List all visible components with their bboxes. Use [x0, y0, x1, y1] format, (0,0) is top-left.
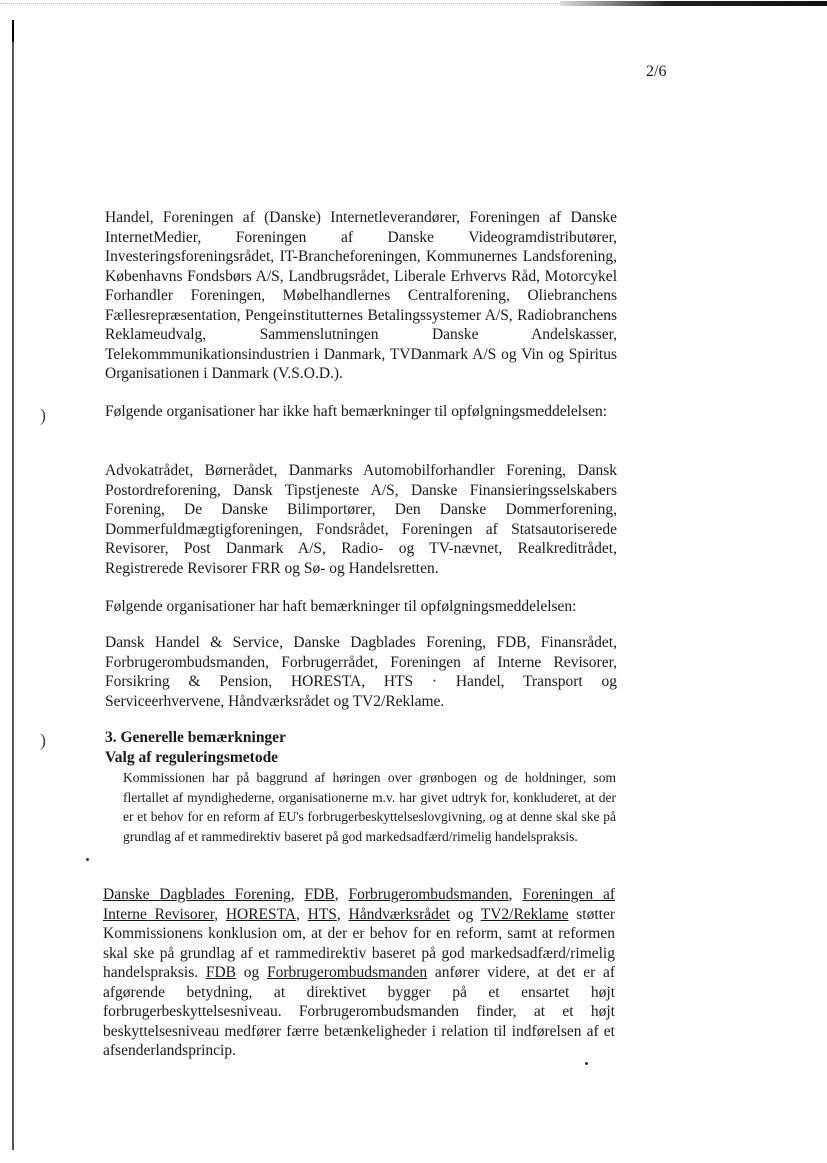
hole-punch-mark: ): [40, 405, 46, 425]
org-name: HTS: [307, 905, 337, 923]
scan-top-edge: [0, 0, 827, 8]
intro-paragraph: Handel, Foreningen af (Danske) Internetleverandører, Foreningen af Danske InternetMedier, Foreningen af Danske Videogramdistributører, Investeringsforeningsrådet, IT-Brancheforeningen, Kommunernes Landsforening, Københavns Fondsbørs A/S, Landbrugsrådet, Liberale Erhvervs Råd, Motorcykel Forhandler Foreningen, Møbelhandlernes Centralforening, Oliebranchens Fællesrepræsentation, Pengeinstitutternes Betalingssystemer A/S, Radiobranchens Reklameudvalg, Sammenslutningen Danske Andelskasser, Telekommmunikationsindustrien i Danmark, TVDanmark A/S og Vin og Spiritus Organisationen i Danmark (V.S.O.D.).: [105, 209, 617, 382]
remarks-intro: Følgende organisationer har haft bemærkninger til opfølgningsmeddelelsen:: [105, 598, 577, 615]
hole-punch-mark: ): [40, 730, 46, 750]
org-name: FDB: [205, 964, 237, 981]
no-remarks-list: Advokatrådet, Børnerådet, Danmarks Automobilforhandler Forening, Dansk Postordreforening, Dansk Tipstjeneste A/S, Danske Finansieringsselskabers Forening, De Danske Bilimportører, Den Danske Dommerforening, Dommerfuldmægtigforeningen, Fondsrådet, Foreningen af Statsautoriserede Revisorer, Post Danmark A/S, Radio- og TV-nævnet, Realkreditrådet, Registrerede Revisorer FRR og Sø- og Handelsretten.: [105, 462, 617, 577]
org-name: FDB: [304, 886, 335, 903]
final-paragraph: Danske Dagblades Forening, FDB, Forbrugerombudsmanden, Foreningen af Interne Revisorer, HORESTA, HTS, Håndværksrådet og TV2/Reklame støtter Kommissionens konklusion om, at der er behov for en reform, samt at reformen skal ske på grundlag af et rammedirektiv baseret på god markedsadfærd/rimelig handelspraksis. FDB og Forbrugerombudsmanden anfører videre, at det er af afgørende betydning, at direktivet bygger på et ensartet højt forbrugerbeskyttelsesniveau. Forbrugerombudsmanden finder, at et højt beskyttelsesniveau medfører færre betænkeligheder i relation til indførelsen af et afsenderlandsprincip.: [103, 886, 616, 1059]
scan-left-edge-mark: [12, 20, 14, 42]
scan-speck: [585, 1062, 588, 1065]
remarks-list: Dansk Handel & Service, Danske Dagblades Forening, FDB, Finansrådet, Forbrugerombudsmanden, Forbrugerrådet, Foreningen af Interne Revisorer, Forsikring & Pension, HORESTA, HTS · Handel, Transport og Serviceerhvervene, Håndværksrådet og TV2/Reklame.: [105, 634, 617, 710]
org-name: TV2/Reklame: [480, 905, 569, 923]
section-heading: 3. Generelle bemærkninger: [105, 729, 286, 746]
commission-quote: Kommissionen har på baggrund af høringen over grønbogen og de holdninger, som flertallet af myndighederne, organisationerne m.v. har givet udtryk for, konkluderet, at der er et behov for en reform af EU's forbrugerbeskyttelseslovgivning, og at denne skal ske på grundlag af et rammedirektiv baseret på god markedsadfærd/rimelig handelspraksis.: [123, 770, 616, 844]
page-number: 2/6: [646, 63, 667, 80]
scan-left-edge: [12, 20, 14, 1150]
org-name: Danske Dagblades Forening: [103, 886, 291, 903]
org-name: Håndværksrådet: [348, 905, 451, 923]
org-name: Forbrugerombudsmanden: [348, 886, 509, 903]
org-name: Forbrugerombudsmanden: [266, 964, 428, 981]
org-name: HORESTA: [225, 905, 297, 923]
scan-speck: [86, 858, 89, 861]
no-remarks-intro: Følgende organisationer har ikke haft bemærkninger til opfølgningsmeddelelsen:: [105, 403, 608, 420]
org-name: Foreningen af Interne Revisorer: [103, 886, 616, 923]
section-subheading: Valg af reguleringsmetode: [105, 749, 279, 766]
